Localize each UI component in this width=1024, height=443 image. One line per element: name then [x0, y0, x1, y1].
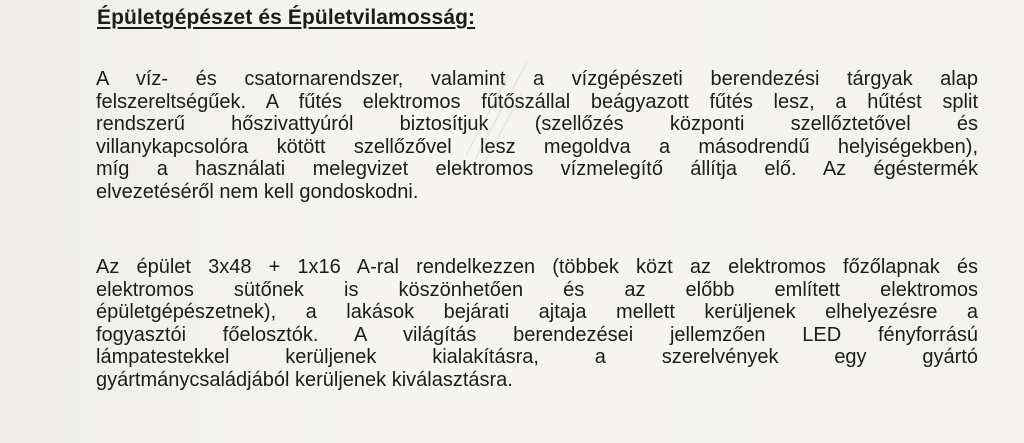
paragraph-line: elektromos sütőnek is köszönhetően és az előbb említett elektromos	[96, 278, 978, 301]
paragraph-line: gyártmánycsaládjából kerüljenek kiválasztásra.	[96, 368, 513, 391]
paragraph-line: Az épület 3x48 + 1x16 A-ral rendelkezzen (többek közt az elektromos főzőlapnak és	[96, 256, 978, 278]
paragraph-electrical	[96, 256, 978, 391]
paragraph-line: felszereltségűek. A fűtés elektromos fűtőszállal beágyazott fűtés lesz, a hűtést split	[96, 90, 978, 113]
paragraph-line: A víz- és csatornarendszer, valamint a vízgépészeti berendezési tárgyak alap	[96, 68, 978, 90]
paragraph-plumbing-heating	[96, 68, 978, 203]
paragraph-line: míg a használati melegvizet elektromos vízmelegítő állítja elő. Az égéstermék	[96, 158, 978, 180]
paragraph-line: elvezetéséről nem kell gondoskodni.	[96, 180, 419, 203]
paragraph-line: villanykapcsolóra kötött szellőzővel lesz megoldva a másodrendű helyiségekben),	[96, 135, 978, 158]
paragraph-line: fogyasztói főelosztók. A világítás berendezései jellemzően LED fényforrású	[96, 323, 978, 346]
paragraph-line: rendszerű hőszivattyúról biztosítjuk (szellőzés központi szellőztetővel és	[96, 113, 978, 135]
section-heading: Épületgépészet és Épületvilamosság:	[97, 6, 476, 29]
paragraph-line: épületgépészetnek), a lakások bejárati ajtaja mellett kerüljenek elhelyezésre a	[96, 301, 978, 323]
paragraph-line: lámpatestekkel kerüljenek kialakításra, a szerelvények egy gyártó	[96, 346, 978, 368]
